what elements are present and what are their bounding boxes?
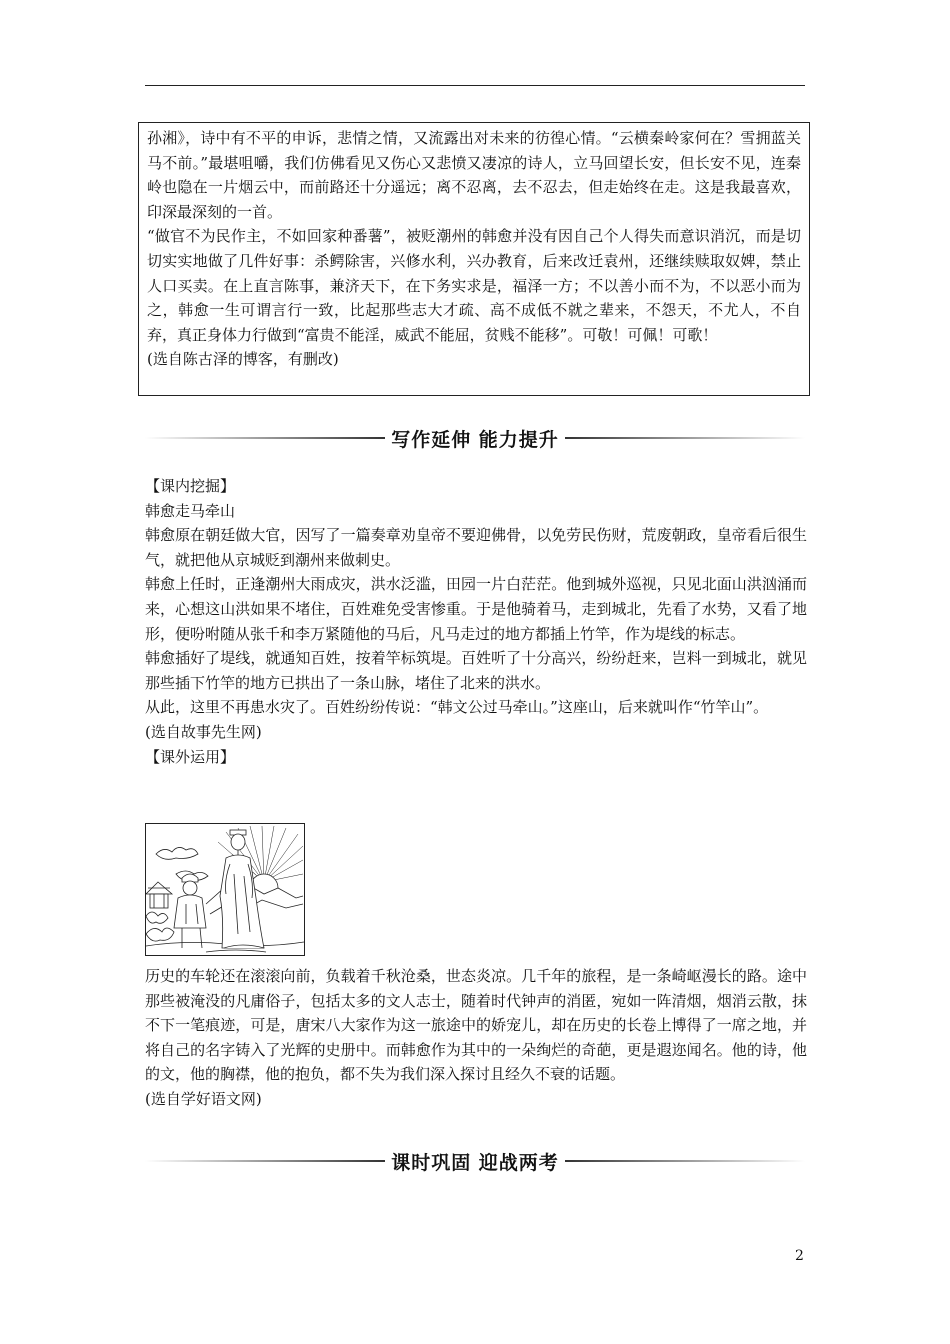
outclass-source: (选自学好语文网) [145, 1089, 262, 1108]
story-paragraph: 韩愈原在朝廷做大官，因写了一篇奏章劝皇帝不要迎佛骨，以免劳民伤财，荒废朝政，皇帝看后很生气，就把他从京城贬到潮州来做刺史。 [145, 526, 807, 569]
heading-rule-left [145, 437, 385, 439]
outclass-paragraph: 历史的车轮还在滚滚向前，负载着千秋沧桑，世态炎凉。几千年的旅程，是一条崎岖漫长的路。途中那些被淹没的凡庸俗子，包括太多的文人志士，随着时代钟声的消匿，宛如一阵清烟，烟消云散，抹不下一笔痕迹，可是，唐宋八大家作为这一旅途中的娇宠儿，却在历史的长卷上博得了一席之地，并将自己的名字铸入了光辉的史册中。而韩愈作为其中的一朵绚烂的奇葩，更是遐迩闻名。他的诗，他的文，他的胸襟，他的抱负，都不失为我们深入探讨且经久不衰的话题。 [145, 967, 807, 1084]
illustration-drawing [146, 824, 304, 955]
heading-rule-left [145, 1160, 385, 1162]
section-title: 写作延伸 能力提升 [391, 428, 559, 451]
boxed-source: (选自陈古泽的博客，有删改) [147, 350, 339, 369]
section-heading-practice [145, 1146, 805, 1176]
story-source: (选自故事先生网) [145, 722, 262, 741]
outclass-section [145, 964, 807, 1112]
heading-rule-right [565, 437, 805, 439]
boxed-passage [138, 122, 810, 396]
header-rule [145, 85, 805, 86]
story-paragraph: 韩愈上任时，正逢潮州大雨成灾，洪水泛滥，田园一片白茫茫。他到城外巡视，只见北面山洪汹涌而来，心想这山洪如果不堵住，百姓难免受害惨重。于是他骑着马，走到城北，先看了水势，又看了地形，便吩咐随从张千和李万紧随他的马后，凡马走过的地方都插上竹竿，作为堤线的标志。 [145, 575, 807, 643]
story-paragraph: 从此，这里不再患水灾了。百姓纷纷传说：“韩文公过马牵山。”这座山，后来就叫作“竹竿山”。 [145, 698, 769, 717]
page-number: 2 [795, 1248, 804, 1264]
figure-official [220, 830, 264, 948]
section-title: 课时巩固 迎战两考 [391, 1151, 559, 1174]
boxed-paragraph: 孙湘》，诗中有不平的申诉，悲情之情，又流露出对未来的彷徨心情。“云横秦岭家何在？雪拥蓝关马不前。”最堪咀嚼，我们仿佛看见又伤心又悲愤又凄凉的诗人，立马回望长安，但长安不见，连秦岭也隐在一片烟云中，而前路还十分遥远；离不忍离，去不忍去，但走始终在走。这是我最喜欢，印深最深刻的一首。 [147, 129, 801, 221]
heading-rule-right [565, 1160, 805, 1162]
section-heading-writing [145, 423, 805, 453]
inclass-section [145, 474, 807, 769]
figure-attendant [174, 874, 206, 948]
outclass-label: 【课外运用】 [145, 747, 236, 766]
story-title: 韩愈走马牵山 [145, 501, 236, 520]
inclass-label: 【课内挖掘】 [145, 477, 236, 495]
illustration-han-yu [145, 823, 305, 956]
story-paragraph: 韩愈插好了堤线，就通知百姓，按着竿标筑堤。百姓听了十分高兴，纷纷赶来，岂料一到城北，就见那些插下竹竿的地方已拱出了一条山脉，堵住了北来的洪水。 [145, 649, 807, 692]
boxed-paragraph: “做官不为民作主，不如回家种番薯”，被贬潮州的韩愈并没有因自己个人得失而意识消沉，而是切切实实地做了几件好事：杀鳄除害，兴修水利，兴办教育，后来改迁袁州，还继续赎取奴婢，禁止人口买卖。在上直言陈事，兼济天下，在下务实求是，福泽一方；不以善小而不为，不以恶小而为之，韩愈一生可谓言行一致，比起那些志大才疏、高不成低不就之辈来，不怨天，不尤人，不自弃，真正身体力行做到“富贵不能淫，威武不能屈，贫贱不能移”。可敬！可佩！可歌！ [147, 227, 801, 344]
